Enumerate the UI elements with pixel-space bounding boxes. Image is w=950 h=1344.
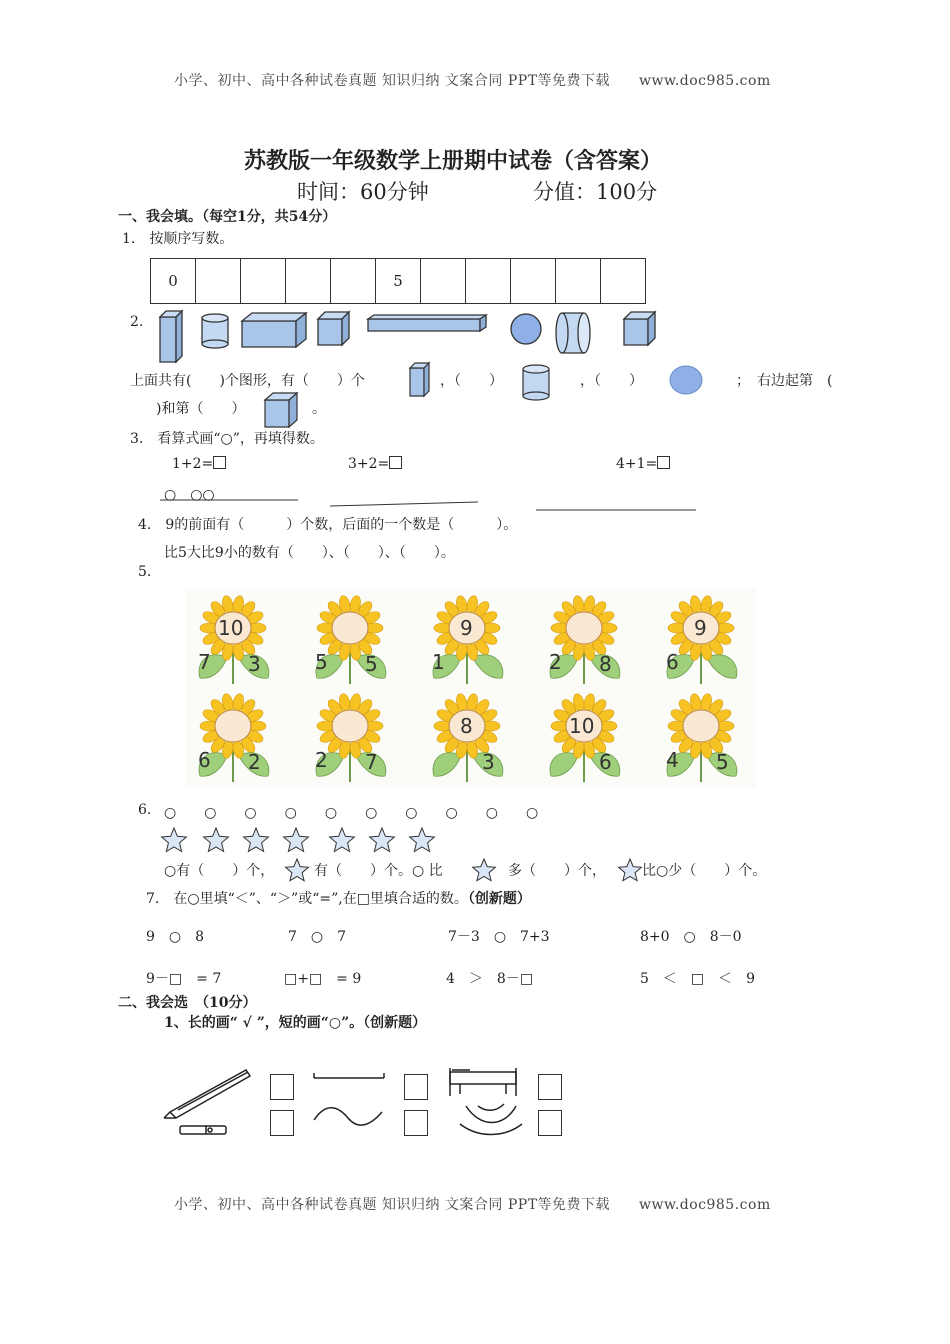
q2-line2-b: 。 — [312, 401, 326, 417]
q7-r1-2[interactable]: 7 ○ 7 — [288, 929, 347, 945]
q2-label: 2. — [130, 314, 144, 330]
sphere-icon — [668, 364, 704, 396]
q4-line1: 4. 9的前面有（ ）个数，后面的一个数是（ ）。 — [138, 517, 518, 533]
cube-icon — [262, 390, 300, 430]
sunflower-icon — [420, 692, 515, 784]
answer-box[interactable] — [389, 456, 402, 469]
tall-cuboid-icon — [160, 311, 182, 362]
seq-cell[interactable] — [601, 259, 646, 304]
flower-right-number: 8 — [599, 652, 612, 676]
q7-r1-4[interactable]: 8+0 ○ 8－0 — [640, 929, 742, 945]
flower-right-number: 3 — [248, 652, 261, 676]
cylinder-icon — [520, 363, 552, 401]
section2-heading: 二、我会选 （10分） — [118, 995, 257, 1011]
flower-right-number: 2 — [248, 750, 261, 774]
q6-circles: ○ ○ ○ ○ ○ ○ ○ ○ ○ ○ — [164, 805, 539, 821]
long-bar-icon — [368, 315, 486, 331]
q6-line-d: 比○少（ ）个。 — [642, 863, 767, 879]
flower-left-number: 5 — [315, 650, 328, 674]
exam-score: 分值：100分 — [533, 180, 658, 204]
flower-left-number: 6 — [198, 748, 211, 772]
q6-line-b: 有（ ）个。○ 比 — [314, 863, 443, 879]
seq-cell[interactable] — [556, 259, 601, 304]
bed-icon — [450, 1068, 516, 1096]
flower-top-number: 8 — [460, 714, 473, 738]
seq-cell[interactable] — [196, 259, 241, 304]
pencil-icon — [164, 1070, 250, 1118]
wide-cuboid-icon — [242, 313, 306, 347]
choice-box[interactable] — [404, 1110, 428, 1136]
flower-left-number: 2 — [315, 748, 328, 772]
section1-heading: 一、我会填。（每空1分，共54分） — [118, 209, 337, 225]
star-icon — [470, 856, 498, 884]
q7-r2-4[interactable]: 5 ＜ □ ＜ 9 — [640, 971, 756, 987]
sunflower-icon — [537, 692, 632, 784]
choice-box[interactable] — [538, 1074, 562, 1100]
seq-cell[interactable] — [421, 259, 466, 304]
flower-top-number: 9 — [694, 616, 707, 640]
q2-line1-b: ，（ ） — [440, 373, 503, 389]
flower-left-number: 2 — [549, 650, 562, 674]
q5-label: 5. — [138, 564, 152, 580]
cradle-icon — [460, 1104, 522, 1135]
q7-r2-3[interactable]: 4 ＞ 8－□ — [446, 971, 534, 987]
seq-cell[interactable] — [511, 259, 556, 304]
q3-expr1: 1+2= — [172, 456, 226, 472]
shapes-row — [150, 305, 670, 365]
wavy-line — [314, 1108, 382, 1125]
star-icon — [616, 856, 644, 884]
flower-right-number: 5 — [365, 652, 378, 676]
star-icon — [283, 856, 311, 884]
q2-line1-a: 上面共有( )个图形，有（ ）个 — [130, 373, 365, 389]
q7-label: 7. 在○里填“＜”、“＞”或“=”,在□里填合适的数。（创新题） — [146, 891, 531, 907]
page-footer: 小学、初中、高中各种试卷真题 知识归纳 文案合同 PPT等免费下载 www.doc985.com — [174, 1197, 771, 1213]
q3-label: 3. 看算式画“○”，再填得数。 — [130, 431, 324, 447]
crayon-icon — [180, 1126, 226, 1134]
q3-circles: ○ ○○ — [164, 487, 215, 503]
flower-top-number: 10 — [569, 714, 595, 738]
seq-cell[interactable] — [331, 259, 376, 304]
flower-right-number: 6 — [599, 750, 612, 774]
q6-line-a: ○有（ ）个， — [164, 863, 275, 879]
q7-r2-2[interactable]: □+□ = 9 — [284, 971, 362, 987]
q2-line1-d: ； 右边起第 ( — [736, 373, 833, 389]
flower-left-number: 6 — [666, 650, 679, 674]
sphere-icon — [511, 314, 541, 344]
flower-left-number: 7 — [198, 650, 211, 674]
q2-line1-c: ，（ ） — [580, 373, 643, 389]
answer-box[interactable] — [657, 456, 670, 469]
page-title: 苏教版一年级数学上册期中试卷（含答案） — [244, 148, 663, 174]
cube-icon — [624, 312, 655, 345]
flower-left-number: 1 — [432, 650, 445, 674]
q6-label: 6. — [138, 802, 152, 818]
number-sequence-grid — [150, 258, 646, 304]
q2-line2-a: )和第（ ） — [156, 401, 246, 417]
stars-icon — [158, 826, 448, 856]
cube-icon — [318, 312, 349, 345]
seq-cell[interactable] — [286, 259, 331, 304]
seq-cell[interactable] — [241, 259, 286, 304]
choice-box[interactable] — [270, 1074, 294, 1100]
answer-box[interactable] — [213, 456, 226, 469]
q4-line2: 比5大比9小的数有（ ）、（ ）、（ ）。 — [164, 545, 455, 561]
flower-left-number: 4 — [666, 748, 679, 772]
q7-r1-1[interactable]: 9 ○ 8 — [146, 929, 205, 945]
choice-box[interactable] — [404, 1074, 428, 1100]
q7-r1-3[interactable]: 7－3 ○ 7+3 — [448, 929, 550, 945]
flower-top-number: 9 — [460, 616, 473, 640]
tall-cuboid-icon — [406, 360, 434, 398]
seq-cell[interactable] — [466, 259, 511, 304]
flower-right-number: 7 — [365, 750, 378, 774]
q3-expr2: 3+2= — [348, 456, 402, 472]
choice-box[interactable] — [270, 1110, 294, 1136]
flower-right-number: 3 — [482, 750, 495, 774]
exam-time: 时间：60分钟 — [297, 180, 429, 204]
q1-label: 1. 按顺序写数。 — [122, 231, 234, 247]
choice-box[interactable] — [538, 1110, 562, 1136]
length-compare-drawings — [160, 1062, 580, 1142]
q7-r2-1[interactable]: 9－□ = 7 — [146, 971, 222, 987]
flower-top-number: 10 — [218, 616, 244, 640]
big-cylinder-icon — [556, 313, 590, 353]
q6-line-c: 多（ ）个， — [508, 863, 606, 879]
q3-answer-lines — [160, 492, 720, 516]
page-header: 小学、初中、高中各种试卷真题 知识归纳 文案合同 PPT等免费下载 www.doc985.com — [174, 73, 771, 89]
seq-cell[interactable]: 0 — [151, 259, 196, 304]
seq-cell[interactable]: 5 — [376, 259, 421, 304]
q3-expr3: 4+1= — [616, 456, 670, 472]
flower-right-number: 5 — [716, 750, 729, 774]
cylinder-icon — [202, 314, 228, 348]
section2-q1: 1、长的画“ √ ”，短的画“○”。（创新题） — [164, 1015, 427, 1031]
